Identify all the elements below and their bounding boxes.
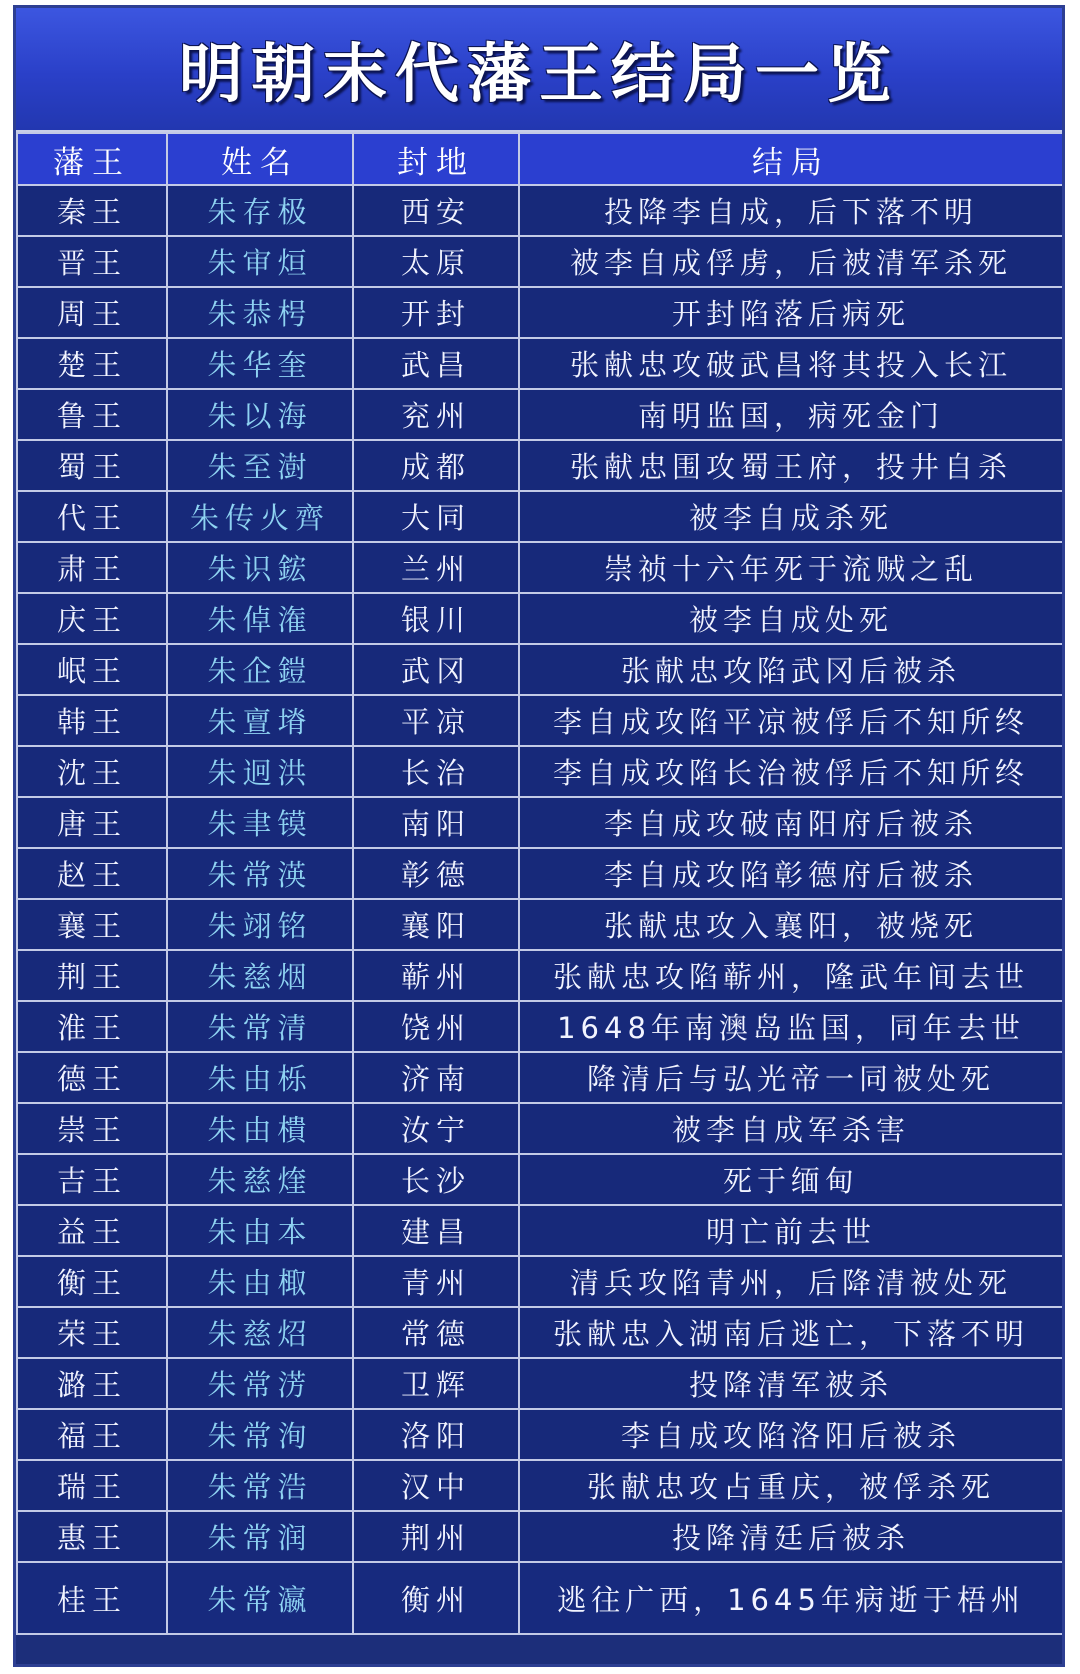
cell-fief: 南阳 — [353, 797, 519, 848]
cell-prince: 唐王 — [17, 797, 167, 848]
cell-fief: 兖州 — [353, 389, 519, 440]
cell-fief: 荆州 — [353, 1511, 519, 1562]
cell-fief: 开封 — [353, 287, 519, 338]
cell-fate: 投降清军被杀 — [519, 1358, 1062, 1409]
cell-prince: 襄王 — [17, 899, 167, 950]
cell-prince: 荆王 — [17, 950, 167, 1001]
cell-prince: 益王 — [17, 1205, 167, 1256]
cell-prince: 潞王 — [17, 1358, 167, 1409]
cell-fief: 长沙 — [353, 1154, 519, 1205]
cell-fate: 张献忠入湖南后逃亡，下落不明 — [519, 1307, 1062, 1358]
cell-fate: 李自成攻陷洛阳后被杀 — [519, 1409, 1062, 1460]
table-row — [17, 236, 1062, 287]
cell-fate: 投降李自成，后下落不明 — [519, 185, 1062, 236]
cell-fief: 银川 — [353, 593, 519, 644]
cell-name: 朱亶塉 — [167, 695, 353, 746]
cell-name: 朱传火齊 — [167, 491, 353, 542]
cell-name: 朱倬潅 — [167, 593, 353, 644]
table-row — [17, 1154, 1062, 1205]
cell-fate: 投降清廷后被杀 — [519, 1511, 1062, 1562]
cell-prince: 福王 — [17, 1409, 167, 1460]
column-header-prince: 藩王 — [17, 133, 167, 185]
table-row — [17, 1460, 1062, 1511]
cell-fate: 李自成攻陷彰德府后被杀 — [519, 848, 1062, 899]
cell-fate: 被李自成杀死 — [519, 491, 1062, 542]
title-bar — [16, 8, 1062, 132]
cell-prince: 晋王 — [17, 236, 167, 287]
cell-name: 朱常淓 — [167, 1358, 353, 1409]
table-row — [17, 491, 1062, 542]
cell-prince: 代王 — [17, 491, 167, 542]
cell-fief: 兰州 — [353, 542, 519, 593]
table-row — [17, 644, 1062, 695]
cell-prince: 桂王 — [17, 1562, 167, 1634]
cell-prince: 楚王 — [17, 338, 167, 389]
table-row — [17, 695, 1062, 746]
table-row — [17, 1001, 1062, 1052]
cell-fief: 汉中 — [353, 1460, 519, 1511]
cell-fate: 张献忠攻占重庆，被俘杀死 — [519, 1460, 1062, 1511]
cell-name: 朱慈炤 — [167, 1307, 353, 1358]
cell-fief: 武冈 — [353, 644, 519, 695]
column-header-fief: 封地 — [353, 133, 519, 185]
cell-fief: 襄阳 — [353, 899, 519, 950]
cell-name: 朱存极 — [167, 185, 353, 236]
table-row — [17, 1307, 1062, 1358]
cell-name: 朱常清 — [167, 1001, 353, 1052]
cell-prince: 庆王 — [17, 593, 167, 644]
cell-name: 朱常瀛 — [167, 1562, 353, 1634]
poster — [16, 8, 1062, 1664]
cell-fief: 太原 — [353, 236, 519, 287]
table-row — [17, 899, 1062, 950]
cell-name: 朱聿镆 — [167, 797, 353, 848]
cell-fief: 常德 — [353, 1307, 519, 1358]
cell-name: 朱迥洪 — [167, 746, 353, 797]
cell-fate: 1648年南澳岛监国，同年去世 — [519, 1001, 1062, 1052]
cell-name: 朱以海 — [167, 389, 353, 440]
cell-fate: 南明监国，病死金门 — [519, 389, 1062, 440]
table-row — [17, 1052, 1062, 1103]
cell-fate: 张献忠攻入襄阳，被烧死 — [519, 899, 1062, 950]
cell-name: 朱至澍 — [167, 440, 353, 491]
cell-prince: 周王 — [17, 287, 167, 338]
cell-fief: 彰德 — [353, 848, 519, 899]
cell-name: 朱华奎 — [167, 338, 353, 389]
table-row — [17, 797, 1062, 848]
table-row — [17, 287, 1062, 338]
cell-fief: 卫辉 — [353, 1358, 519, 1409]
cell-prince: 赵王 — [17, 848, 167, 899]
cell-prince: 韩王 — [17, 695, 167, 746]
cell-prince: 瑞王 — [17, 1460, 167, 1511]
cell-prince: 惠王 — [17, 1511, 167, 1562]
table-row — [17, 389, 1062, 440]
cell-fate: 张献忠攻陷武冈后被杀 — [519, 644, 1062, 695]
cell-name: 朱识鋐 — [167, 542, 353, 593]
cell-fate: 李自成攻破南阳府后被杀 — [519, 797, 1062, 848]
cell-name: 朱慈烟 — [167, 950, 353, 1001]
cell-fief: 平凉 — [353, 695, 519, 746]
cell-name: 朱常渶 — [167, 848, 353, 899]
table-row — [17, 440, 1062, 491]
table-row — [17, 746, 1062, 797]
cell-prince: 沈王 — [17, 746, 167, 797]
table-row — [17, 1103, 1062, 1154]
cell-fate: 张献忠围攻蜀王府，投井自杀 — [519, 440, 1062, 491]
cell-name: 朱慈煃 — [167, 1154, 353, 1205]
cell-prince: 岷王 — [17, 644, 167, 695]
table-body — [17, 185, 1062, 1634]
table-row — [17, 1358, 1062, 1409]
cell-fate: 明亡前去世 — [519, 1205, 1062, 1256]
cell-fief: 长治 — [353, 746, 519, 797]
column-header-name: 姓名 — [167, 133, 353, 185]
cell-prince: 崇王 — [17, 1103, 167, 1154]
cell-fate: 张献忠攻陷蕲州，隆武年间去世 — [519, 950, 1062, 1001]
cell-fate: 被李自成军杀害 — [519, 1103, 1062, 1154]
princes-table — [16, 132, 1062, 1635]
cell-prince: 淮王 — [17, 1001, 167, 1052]
cell-fief: 青州 — [353, 1256, 519, 1307]
cell-name: 朱由樻 — [167, 1103, 353, 1154]
cell-name: 朱由本 — [167, 1205, 353, 1256]
cell-fief: 衡州 — [353, 1562, 519, 1634]
cell-name: 朱常润 — [167, 1511, 353, 1562]
cell-fate: 被李自成俘虏，后被清军杀死 — [519, 236, 1062, 287]
cell-fate: 张献忠攻破武昌将其投入长江 — [519, 338, 1062, 389]
cell-fief: 汝宁 — [353, 1103, 519, 1154]
table-row — [17, 1511, 1062, 1562]
cell-fief: 成都 — [353, 440, 519, 491]
table-row — [17, 1409, 1062, 1460]
cell-prince: 德王 — [17, 1052, 167, 1103]
table-row — [17, 1256, 1062, 1307]
cell-fief: 西安 — [353, 185, 519, 236]
cell-fief: 蕲州 — [353, 950, 519, 1001]
cell-name: 朱由栎 — [167, 1052, 353, 1103]
cell-fate: 开封陷落后病死 — [519, 287, 1062, 338]
cell-prince: 肃王 — [17, 542, 167, 593]
header-row — [17, 133, 1062, 185]
cell-fate: 降清后与弘光帝一同被处死 — [519, 1052, 1062, 1103]
cell-fief: 大同 — [353, 491, 519, 542]
cell-fief: 济南 — [353, 1052, 519, 1103]
cell-fief: 饶州 — [353, 1001, 519, 1052]
table-row — [17, 1205, 1062, 1256]
cell-fief: 武昌 — [353, 338, 519, 389]
cell-name: 朱企鎧 — [167, 644, 353, 695]
cell-fate: 李自成攻陷长治被俘后不知所终 — [519, 746, 1062, 797]
cell-prince: 秦王 — [17, 185, 167, 236]
table-row — [17, 593, 1062, 644]
cell-fate: 逃往广西，1645年病逝于梧州 — [519, 1562, 1062, 1634]
table-row — [17, 338, 1062, 389]
page-title: 明朝末代藩王结局一览 — [179, 38, 899, 112]
cell-prince: 荣王 — [17, 1307, 167, 1358]
column-header-fate: 结局 — [519, 133, 1062, 185]
cell-prince: 衡王 — [17, 1256, 167, 1307]
cell-prince: 吉王 — [17, 1154, 167, 1205]
table-row — [17, 848, 1062, 899]
cell-fief: 建昌 — [353, 1205, 519, 1256]
cell-fate: 死于缅甸 — [519, 1154, 1062, 1205]
cell-name: 朱常洵 — [167, 1409, 353, 1460]
table-row — [17, 185, 1062, 236]
cell-fief: 洛阳 — [353, 1409, 519, 1460]
table-row — [17, 542, 1062, 593]
cell-name: 朱审烜 — [167, 236, 353, 287]
cell-prince: 鲁王 — [17, 389, 167, 440]
cell-prince: 蜀王 — [17, 440, 167, 491]
cell-fate: 崇祯十六年死于流贼之乱 — [519, 542, 1062, 593]
cell-name: 朱由棷 — [167, 1256, 353, 1307]
table-row — [17, 950, 1062, 1001]
cell-fate: 清兵攻陷青州，后降清被处死 — [519, 1256, 1062, 1307]
cell-fate: 李自成攻陷平凉被俘后不知所终 — [519, 695, 1062, 746]
cell-name: 朱常浩 — [167, 1460, 353, 1511]
cell-fate: 被李自成处死 — [519, 593, 1062, 644]
table-row — [17, 1562, 1062, 1634]
cell-name: 朱恭枵 — [167, 287, 353, 338]
cell-name: 朱翊铭 — [167, 899, 353, 950]
